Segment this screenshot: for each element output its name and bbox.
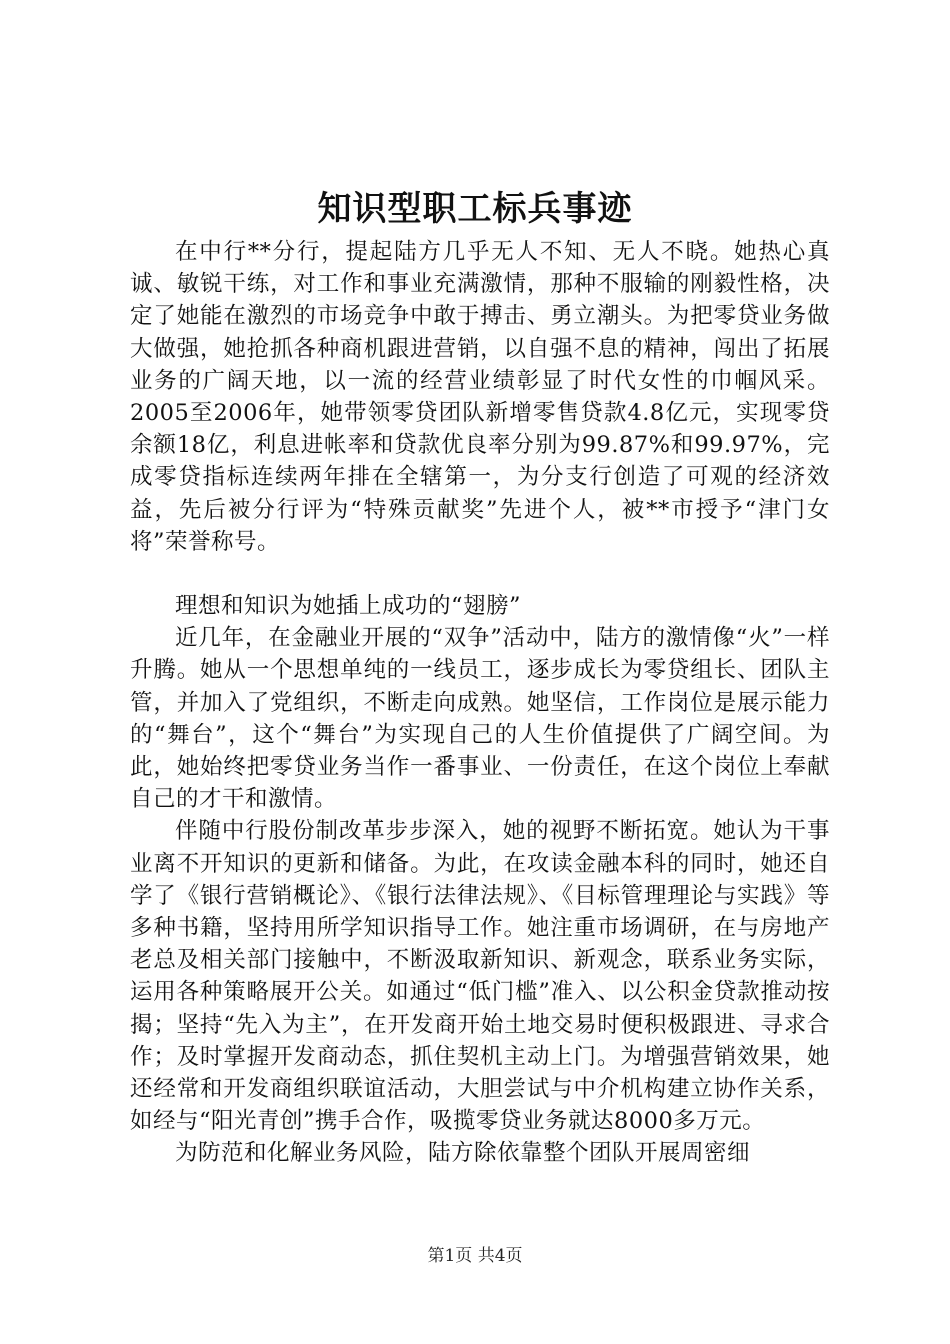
document-body — [130, 236, 830, 1170]
body-paragraph-2: 伴随中行股份制改革步步深入，她的视野不断拓宽。她认为干事业离不开知识的更新和储备。为此，在攻读金融本科的同时，她还自学了《银行营销概论》、《银行法律法规》、《目标管理理论与实践》等多种书籍，坚持用所学知识指导工作。她注重市场调研，在与房地产老总及相关部门接触中，不断汲取新知识、新观念，联系业务实际，运用各种策略展开公关。如通过“低门槛”准入、以公积金贷款推动按揭；坚持“先入为主”，在开发商开始土地交易时便积极跟进、寻求合作；及时掌握开发商动态，抓住契机主动上门。为增强营销效果，她还经常和开发商组织联谊活动，大胆尝试与中介机构建立协作关系，如经与“阳光青创”携手合作，吸揽零贷业务就达8000多万元。 — [130, 818, 830, 1135]
paragraph-spacer — [130, 558, 830, 590]
intro-paragraph: 在中行**分行，提起陆方几乎无人不知、无人不晓。她热心真诚、敏锐干练，对工作和事业充满激情，那种不服输的刚毅性格，决定了她能在激烈的市场竞争中敢于搏击、勇立潮头。为把零贷业务做大做强，她抢抓各种商机跟进营销，以自强不息的精神，闯出了拓展业务的广阔天地，以一流的经营业绩彰显了时代女性的巾帼风采。2005至2006年，她带领零贷团队新增零售贷款4.8亿元，实现零贷余额18亿，利息进帐率和贷款优良率分别为99.87%和99.97%，完成零贷指标连续两年排在全辖第一，为分支行创造了可观的经济效益，先后被分行评为“特殊贡献奖”先进个人，被**市授予“津门女将”荣誉称号。 — [130, 239, 830, 555]
body-paragraph-3: 为防范和化解业务风险，陆方除依靠整个团队开展周密细 — [175, 1140, 751, 1167]
section-heading: 理想和知识为她插上成功的“翅膀” — [175, 593, 522, 620]
document-title: 知识型职工标兵事迹 — [317, 189, 633, 229]
page-number-footer: 第1页 共4页 — [427, 1246, 523, 1266]
body-paragraph-1: 近几年，在金融业开展的“双争”活动中，陆方的激情像“火”一样升腾。她从一个思想单纯的一线员工，逐步成长为零贷组长、团队主管，并加入了党组织，不断走向成熟。她坚信，工作岗位是展示能力的“舞台”，这个“舞台”为实现自己的人生价值提供了广阔空间。为此，她始终把零贷业务当作一番事业、一份责任，在这个岗位上奉献自己的才干和激情。 — [130, 625, 830, 813]
